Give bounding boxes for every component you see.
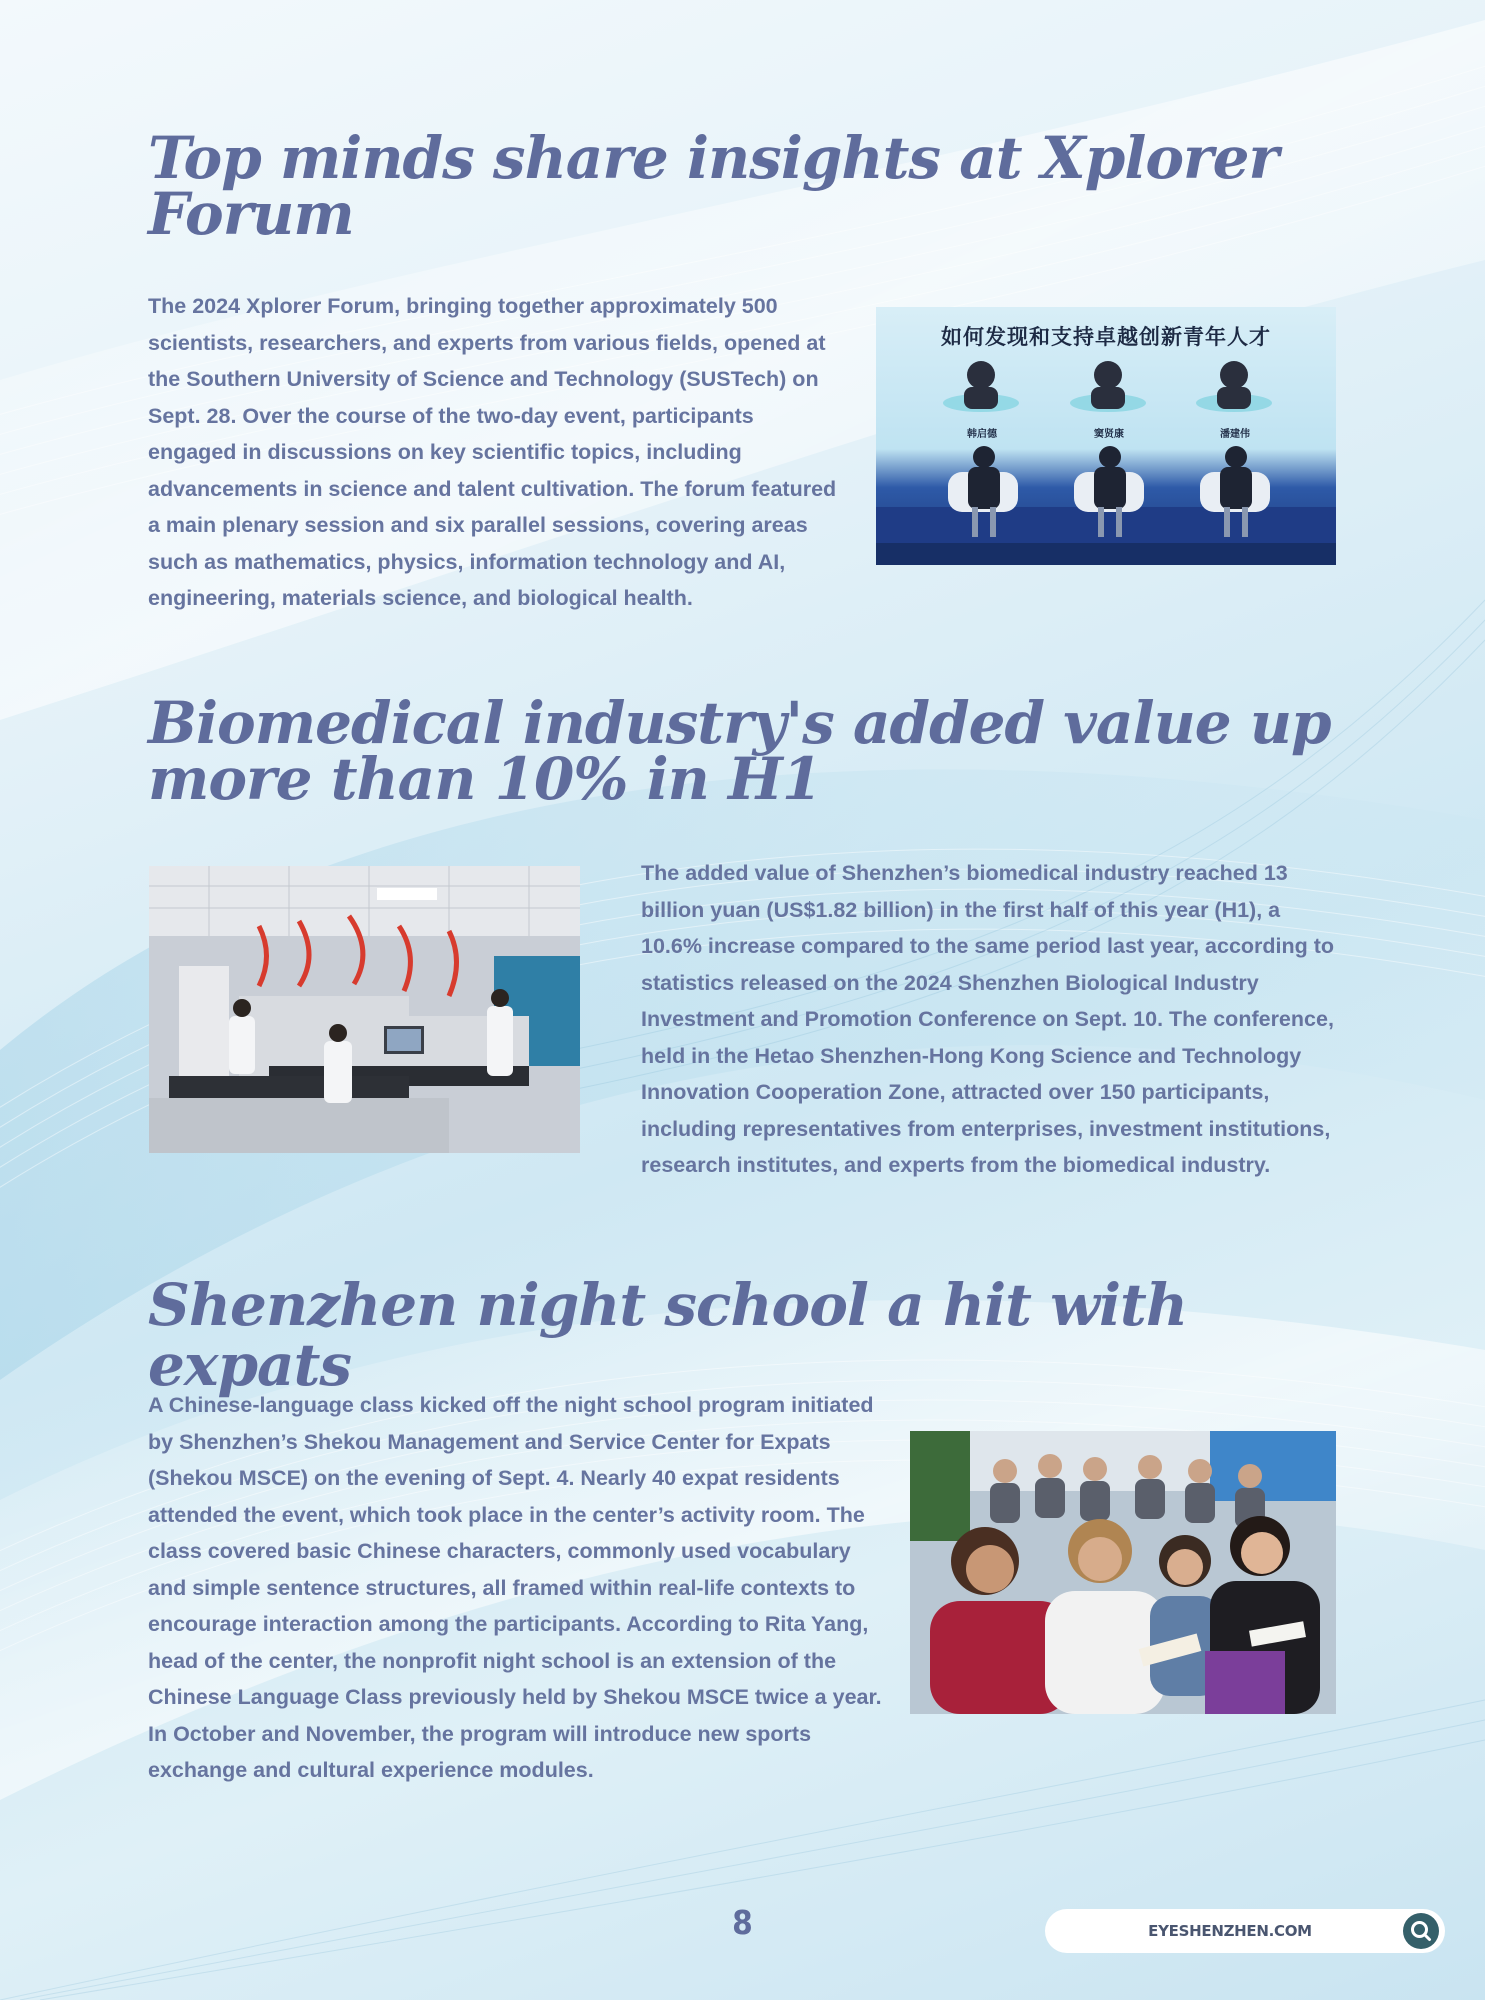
article-3-headline: Shenzhen night school a hit with expats: [148, 1271, 1188, 1399]
website-pill[interactable]: [1045, 1909, 1445, 1953]
panelist-name: 窦贤康: [1094, 429, 1124, 440]
article-1-headline: Top minds share insights at Xplorer Forum: [148, 124, 1279, 248]
search-icon[interactable]: [1403, 1913, 1439, 1949]
forum-screen-title: 如何发现和支持卓越创新青年人才: [941, 325, 1271, 349]
laboratory-photo: [149, 866, 580, 1153]
page-number: 8: [732, 1903, 753, 1942]
article-1-body: The 2024 Xplorer Forum, bringing together approximately 500 scientists, researchers, and experts from various fields, opened at the Southern University of Science and Technology (SUSTech) on Sept. 28. Over the course of the two-day event, participants engaged in discussions on key scientific topics, including advancements in science and talent cultivation. The forum featured a main plenary session and six parallel sessions, covering areas such as mathematics, physics, information technology and AI, engineering, materials science, and biological health.: [148, 294, 837, 610]
article-3-body: A Chinese-language class kicked off the night school program initiated by Shenzhen’s Shekou Management and Service Center for Expats (Shekou MSCE) on the evening of Sept. 4. Nearly 40 expat residents attended the event, which took place in the center’s activity room. The class covered basic Chinese characters, commonly used vocabulary and simple sentence structures, all framed within real-life contexts to encourage interaction among the participants. According to Rita Yang, head of the center, the nonprofit night school is an extension of the Chinese Language Class previously held by Shekou MSCE twice a year. In October and November, the program will introduce new sports exchange and cultural experience modules.: [148, 1393, 882, 1782]
panelist-name: 韩启德: [967, 429, 997, 440]
panelist-name: 潘建伟: [1220, 429, 1250, 440]
website-url[interactable]: EYESHENZHEN.COM: [1148, 1922, 1312, 1940]
article-2-headline: Biomedical industry's added value up more than 10% in H1: [148, 689, 1331, 813]
night-school-class-photo: [910, 1431, 1336, 1714]
article-2-body: The added value of Shenzhen’s biomedical industry reached 13 billion yuan (US$1.82 billion) in the first half of this year (H1), a 10.6% increase compared to the same period last year, according to statistics released on the 2024 Shenzhen Biological Industry Investment and Promotion Conference on Sept. 10. The conference, held in the Hetao Shenzhen-Hong Kong Science and Technology Innovation Cooperation Zone, attracted over 150 participants, including representatives from enterprises, investment institutions, research institutes, and experts from the biomedical industry.: [641, 861, 1335, 1177]
forum-panel-photo: [876, 307, 1336, 565]
